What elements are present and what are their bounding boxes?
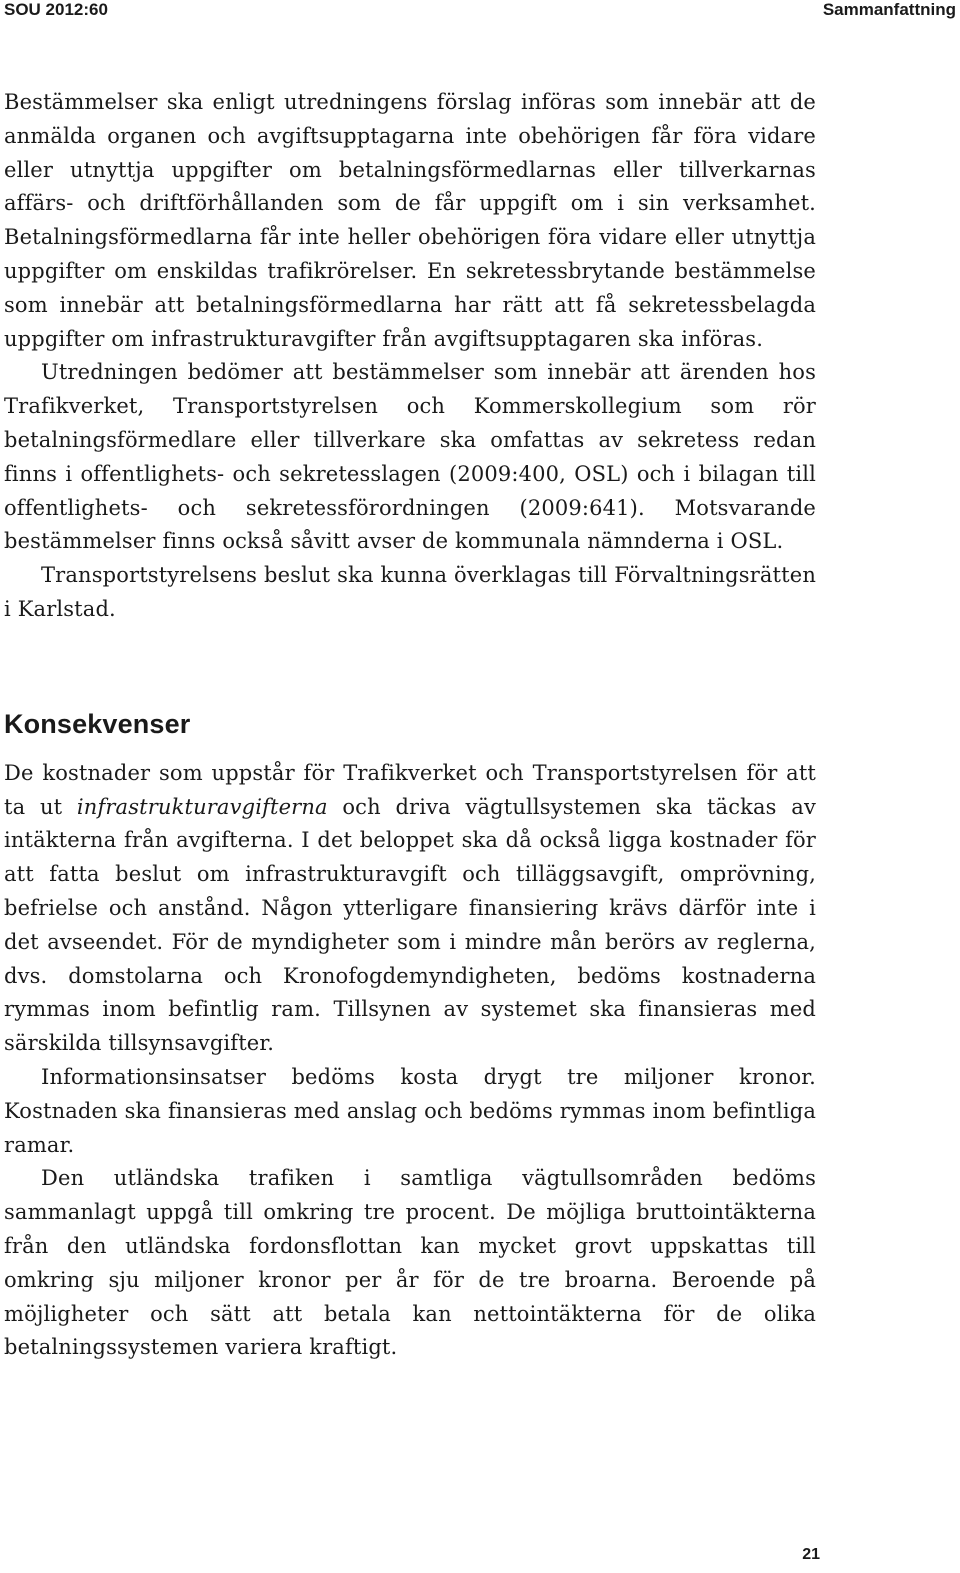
document-reference: SOU 2012:60 — [4, 0, 108, 19]
paragraph-text: och driva vägtullsystemen ska täckas av intäkterna från avgifterna. I det beloppet ska då också ligga kostnader för att fatta beslut om infrastrukturavgift och tilläggsavgift, omprövning, befrielse och anstånd. Någon ytterligare finansiering krävs därför inte i det avseendet. För de myndigheter som i mindre mån berörs av reglerna, dvs. domstolarna och Kronofogdemyndigheten, bedöms kostnaderna rymmas inom befintlig ram. Tillsynen av systemet ska finansieras med särskilda tillsynsavgifter. — [4, 794, 816, 1056]
body-paragraph: Transportstyrelsens beslut ska kunna överklagas till Förvaltningsrätten i Karlstad. — [4, 563, 816, 621]
page-body — [4, 86, 816, 1365]
body-paragraph: Bestämmelser ska enligt utredningens förslag införas som innebär att de anmälda organen och avgiftsupptagarna inte obehörigen får föra vidare eller utnyttja uppgifter om betalningsförmedlarnas eller tillverkarnas affärs- och driftförhållanden som de får uppgift om i sin verksamhet. Betalningsförmedlarna får inte heller obehörigen föra vidare eller utnyttja uppgifter om enskildas trafikrörelser. En sekretessbrytande bestämmelse som innebär att betalningsförmedlarna har rätt att få sekretessbelagda uppgifter om infrastrukturavgifter från avgiftsupptagaren ska införas. — [4, 90, 816, 351]
paragraph-text: De kostnader som uppstår för Trafikverket och Transportstyrelsen för att ta ut — [4, 760, 816, 819]
body-paragraph: Informationsinsatser bedöms kosta drygt tre miljoner kronor. Kostnaden ska finansieras med anslag och bedöms rymmas inom befintliga ramar. — [4, 1064, 816, 1157]
page-number: 21 — [802, 1546, 820, 1563]
body-paragraph — [4, 757, 816, 1061]
chapter-title: Sammanfattning — [822, 0, 956, 19]
running-header — [0, 0, 960, 22]
body-paragraph: Den utländska trafiken i samtliga vägtullsområden bedöms sammanlagt uppgå till omkring tre procent. De möjliga bruttointäkterna från den utländska fordonsflottan kan mycket grovt uppskattas till omkring sju miljoner kronor per år för de tre broarna. Beroende på möjligheter och sätt att betala kan nettointäkterna för de olika betalningssystemen variera kraftigt. — [4, 1166, 816, 1360]
section-heading: Konsekvenser — [4, 708, 191, 739]
italic-term: infrastrukturavgifterna — [76, 794, 328, 819]
body-paragraph: Utredningen bedömer att bestämmelser som innebär att ärenden hos Trafikverket, Transportstyrelsen och Kommerskollegium som rör betalningsförmedlare eller tillverkare ska omfattas av sekretess redan finns i offentlighets- och sekretesslagen (2009:400, OSL) och i bilagan till offentlighets- och sekretessförordningen (2009:641). Motsvarande bestämmelser finns också såvitt avser de kommunala nämnderna i OSL. — [4, 360, 816, 554]
